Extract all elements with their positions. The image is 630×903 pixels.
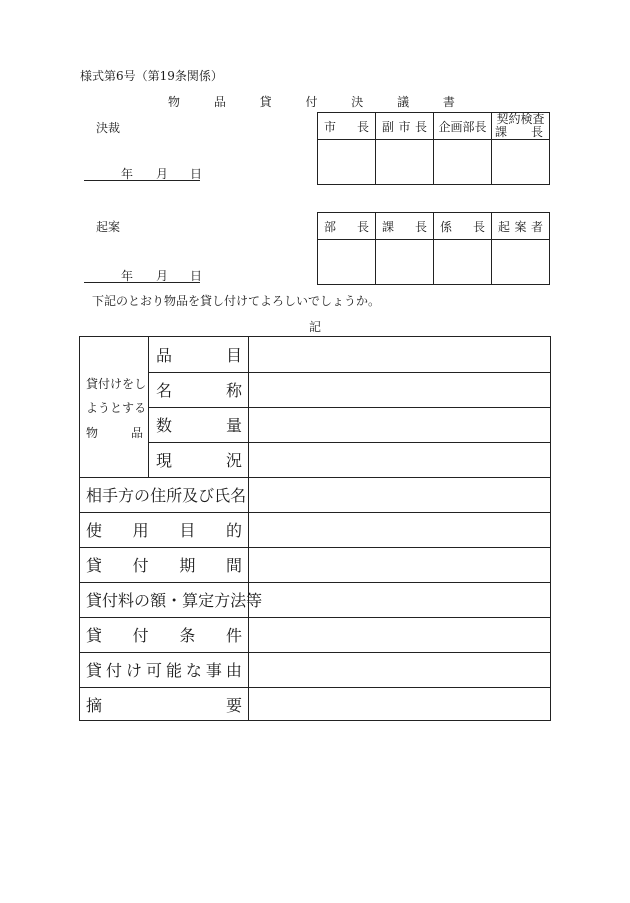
goods-row-item: 品 目 <box>156 346 242 365</box>
day-char: 日 <box>190 167 203 181</box>
goods-row-quantity: 数 量 <box>156 416 242 435</box>
loan-details-table <box>79 336 551 721</box>
goods-item-value[interactable] <box>249 337 550 372</box>
row-borrower-address-name: 相 手 方 の 住 所 及 び 氏 名 <box>86 486 247 505</box>
year-char: 年 <box>121 269 134 283</box>
goods-group-line-3: 物 品 <box>86 425 143 440</box>
purpose-value[interactable] <box>249 512 550 547</box>
decision-label: 決裁 <box>96 121 121 135</box>
goods-group-line-1: 貸 付 け を し <box>86 376 147 391</box>
goods-row-name: 名 称 <box>156 381 242 400</box>
subsection-chief-header: 係 長 <box>434 213 492 240</box>
decision-stamp-table <box>317 112 550 185</box>
row-remarks: 摘 要 <box>86 695 242 715</box>
contract-inspection-chief-stamp-box[interactable] <box>492 140 550 185</box>
goods-group-line-2: よ う と す る <box>86 400 147 415</box>
goods-condition-value[interactable] <box>249 442 550 477</box>
director-stamp-box[interactable] <box>318 240 376 285</box>
row-loan-fee-calculation: 貸 付 料 の 額 ・ 算 定 方 法 等 <box>86 591 263 610</box>
row-loanable-reason: 貸 付 け 可 能 な 事 由 <box>86 661 242 680</box>
borrower-value[interactable] <box>249 477 550 512</box>
planning-director-header: 企画部長 <box>434 113 492 140</box>
director-header: 部 長 <box>318 213 376 240</box>
section-chief-stamp-box[interactable] <box>376 240 434 285</box>
conditions-value[interactable] <box>249 617 550 652</box>
row-loan-period: 貸 付 期 間 <box>86 556 242 575</box>
period-value[interactable] <box>249 547 550 582</box>
vice-mayor-stamp-box[interactable] <box>376 140 434 185</box>
draft-label: 起案 <box>96 220 121 234</box>
planning-director-stamp-box[interactable] <box>434 140 492 185</box>
draft-stamp-table <box>317 212 550 285</box>
section-chief-header: 課 長 <box>376 213 434 240</box>
goods-row-condition: 現 況 <box>156 451 242 470</box>
reason-value[interactable] <box>249 652 550 687</box>
form-number: 様式第6号（第19条関係） <box>80 69 223 83</box>
drafter-header: 起 案 者 <box>492 213 550 240</box>
month-char: 月 <box>156 269 169 283</box>
drafter-stamp-box[interactable] <box>492 240 550 285</box>
mayor-header: 市 長 <box>318 113 376 140</box>
remarks-value[interactable] <box>249 687 550 721</box>
goods-group-label <box>86 373 147 443</box>
month-char: 月 <box>156 167 169 181</box>
row-loan-conditions: 貸 付 条 件 <box>86 626 242 645</box>
mayor-stamp-box[interactable] <box>318 140 376 185</box>
goods-quantity-value[interactable] <box>249 407 550 442</box>
draft-date-line[interactable] <box>84 268 203 283</box>
subsection-chief-stamp-box[interactable] <box>434 240 492 285</box>
goods-name-value[interactable] <box>249 372 550 407</box>
document-title: 物 品 貸 付 決 議 書 <box>168 95 470 109</box>
row-purpose-of-use: 使 用 目 的 <box>86 521 242 540</box>
lead-text: 下記のとおり物品を貸し付けてよろしいでしょうか。 <box>92 294 381 308</box>
contract-inspection-chief-header: 契約検査 課 長 <box>492 113 550 140</box>
year-char: 年 <box>121 167 134 181</box>
ki-heading: 記 <box>308 320 321 334</box>
vice-mayor-header: 副 市 長 <box>376 113 434 140</box>
day-char: 日 <box>190 269 203 283</box>
fee-value[interactable] <box>249 582 550 617</box>
decision-date-line[interactable] <box>84 166 203 181</box>
